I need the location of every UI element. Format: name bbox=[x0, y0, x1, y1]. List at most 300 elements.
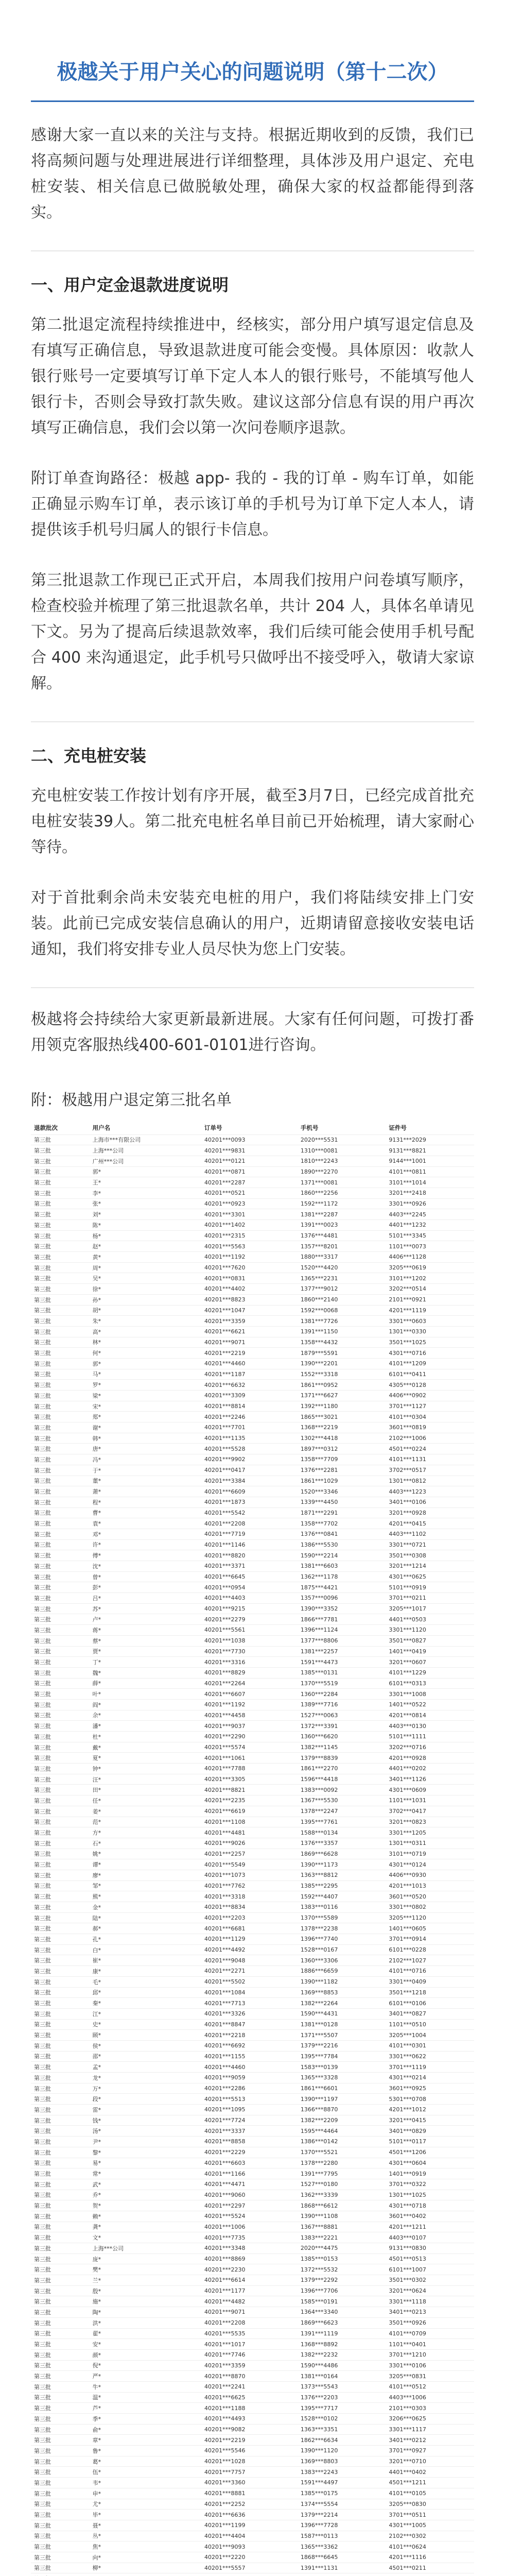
table-cell: 第三批 bbox=[34, 1851, 51, 1858]
table-cell: 40201***1146 bbox=[204, 1541, 246, 1548]
table-row bbox=[31, 2435, 474, 2446]
table-cell: 3501***0302 bbox=[389, 2277, 426, 2284]
table-cell: 1810***2243 bbox=[300, 1158, 338, 1165]
table-cell: 1585***0191 bbox=[300, 2298, 338, 2305]
table-cell: 4101***0512 bbox=[389, 2383, 426, 2391]
table-row bbox=[31, 1817, 474, 1827]
table-cell: 第三批 bbox=[34, 1307, 51, 1314]
table-cell: 40201***3371 bbox=[204, 1563, 246, 1570]
table-row bbox=[31, 2200, 474, 2211]
table-cell: 第三批 bbox=[34, 2074, 51, 2081]
table-cell: 1301***0812 bbox=[389, 1477, 426, 1484]
table-cell: 40201***4460 bbox=[204, 2063, 246, 2071]
table-cell: 李* bbox=[92, 1190, 101, 1197]
table-cell: 40201***7735 bbox=[204, 2234, 246, 2241]
table-cell: 沈* bbox=[92, 1563, 101, 1570]
table-cell: 第三批 bbox=[34, 2330, 51, 2337]
table-cell bbox=[386, 2573, 474, 2576]
table-row bbox=[31, 2137, 474, 2147]
table-cell: 40201***9026 bbox=[204, 1840, 246, 1847]
table-cell: 3201***0710 bbox=[389, 2458, 426, 2465]
table-cell: 4406***1128 bbox=[389, 1253, 426, 1261]
table-cell: 1367***5530 bbox=[300, 1797, 338, 1804]
table-cell: 40201***1192 bbox=[204, 1253, 246, 1261]
table-cell: 1386***0142 bbox=[300, 2138, 338, 2145]
table-cell: 4501***0224 bbox=[389, 1445, 426, 1452]
table-cell: 40201***4471 bbox=[204, 2181, 246, 2188]
table-cell: 1365***2231 bbox=[300, 1275, 338, 1282]
table-cell: 40201***7719 bbox=[204, 1531, 246, 1538]
table-cell: 1364***3340 bbox=[300, 2309, 338, 2316]
table-row bbox=[31, 1273, 474, 1284]
table-cell: 2020***5531 bbox=[300, 1136, 338, 1143]
table-cell: 1101***0401 bbox=[389, 2341, 426, 2348]
table-cell: 40201***2297 bbox=[204, 2202, 246, 2209]
table-cell: 焦* bbox=[92, 2544, 101, 2551]
table-cell: 第三批 bbox=[34, 1787, 51, 1794]
table-cell: 第三批 bbox=[34, 1563, 51, 1570]
table-cell: 1520***3346 bbox=[300, 1488, 338, 1495]
table-cell: 第三批 bbox=[34, 2128, 51, 2135]
table-cell: 40201***7724 bbox=[204, 2117, 246, 2124]
table-cell: 40201***5528 bbox=[204, 1445, 246, 1452]
table-cell: 1376***4481 bbox=[300, 1232, 338, 1240]
table-cell: 40201***4492 bbox=[204, 1946, 246, 1954]
table-cell: 1363***3351 bbox=[300, 2426, 338, 2433]
table-row bbox=[31, 1337, 474, 1348]
table-cell: 1376***2281 bbox=[300, 1467, 338, 1474]
table-cell: 上海***公司 bbox=[92, 2245, 124, 2252]
table-cell: 第三批 bbox=[34, 1392, 51, 1399]
table-cell: 第三批 bbox=[34, 2383, 51, 2391]
table-cell: 韩* bbox=[92, 1435, 101, 1442]
table-cell: 第三批 bbox=[34, 1797, 51, 1804]
table-cell: 第三批 bbox=[34, 2149, 51, 2156]
table-cell: 1880***3317 bbox=[300, 1253, 338, 1261]
table-cell: 4101***0716 bbox=[389, 1968, 426, 1975]
table-row bbox=[31, 2105, 474, 2115]
table-cell: 曹* bbox=[92, 1510, 101, 1517]
table-row bbox=[31, 1241, 474, 1252]
table-cell: 田* bbox=[92, 1787, 101, 1794]
table-cell: 陈* bbox=[92, 1222, 101, 1229]
table-cell: 第三批 bbox=[34, 2287, 51, 2295]
table-cell: 1357***8201 bbox=[300, 1243, 338, 1250]
table-row bbox=[31, 2008, 474, 2019]
table-cell: 40201***7788 bbox=[204, 1765, 246, 1772]
table-cell: 牛* bbox=[92, 2383, 101, 2391]
table-row bbox=[31, 1742, 474, 1753]
table-cell: 40201***9215 bbox=[204, 1605, 246, 1613]
table-cell: 林* bbox=[92, 1339, 101, 1346]
table-row bbox=[31, 2499, 474, 2510]
table-cell: 鲁* bbox=[92, 2447, 101, 2454]
table-cell: 第三批 bbox=[34, 1755, 51, 1762]
table-cell: 3201***0624 bbox=[389, 2287, 426, 2295]
section-2-title: 二、充电桩安装 bbox=[31, 746, 147, 766]
table-cell: 第三批 bbox=[34, 1222, 51, 1229]
table-cell: 1371***6627 bbox=[300, 1392, 338, 1399]
table-cell: 曾* bbox=[92, 1573, 101, 1581]
table-cell: 4501***1206 bbox=[389, 2149, 426, 2156]
table-cell: 第三批 bbox=[34, 2426, 51, 2433]
table-cell: 40201***0121 bbox=[204, 1158, 246, 1165]
table-cell: 1401***0605 bbox=[389, 1925, 426, 1932]
table-cell: 杜* bbox=[92, 1733, 101, 1740]
table-cell: 40201***0417 bbox=[204, 1467, 246, 1474]
table-cell: 6101***0411 bbox=[389, 1370, 426, 1378]
table-cell: 黄* bbox=[92, 1253, 101, 1261]
table-cell: 3701***1119 bbox=[389, 2063, 426, 2071]
table-cell: 吴* bbox=[92, 1275, 101, 1282]
article-title: 极越关于用户关心的问题说明（第十二次） bbox=[57, 60, 448, 84]
table-cell: 第三批 bbox=[34, 1872, 51, 1879]
table-cell: 4403***1006 bbox=[389, 2394, 426, 2401]
section-2-paragraph-1: 充电桩安装工作按计划有序开展，截至3月7日，已经完成首批充电桩安装39人。第二批充电桩名单目前已开始梳理，请大家耐心等待。 bbox=[31, 787, 474, 856]
table-cell: 6101***1007 bbox=[389, 2266, 426, 2273]
table-row bbox=[31, 1721, 474, 1732]
table-cell: 1390***1197 bbox=[300, 2095, 338, 2103]
table-cell: 40201***1095 bbox=[204, 2106, 246, 2113]
table-cell: 1366***8870 bbox=[300, 2106, 338, 2113]
table-cell: 1395***7784 bbox=[300, 2053, 338, 2060]
table-cell: 1590***2214 bbox=[300, 1552, 338, 1559]
table-cell: 第三批 bbox=[34, 2096, 51, 2103]
table-cell: 1528***0102 bbox=[300, 2415, 338, 2422]
table-row bbox=[31, 2019, 474, 2030]
table-cell: 1385***0175 bbox=[300, 2490, 338, 2497]
table-cell: 1381***6603 bbox=[300, 1563, 338, 1570]
table-row bbox=[31, 1753, 474, 1764]
table-row bbox=[31, 1134, 474, 1145]
table-cell: 40201***5574 bbox=[204, 1744, 246, 1751]
table-cell: 1378***2247 bbox=[300, 1808, 338, 1815]
table-cell: 俞* bbox=[92, 2426, 101, 2433]
table-cell: 5101***0117 bbox=[389, 2138, 426, 2145]
table-cell: 申* bbox=[92, 2490, 101, 2497]
table-cell: 40201***1108 bbox=[204, 1818, 246, 1825]
title-underline bbox=[31, 100, 474, 102]
table-cell: 1372***5532 bbox=[300, 2266, 338, 2273]
table-cell: 40201***9071 bbox=[204, 2309, 246, 2316]
table-cell: 第三批 bbox=[34, 2160, 51, 2167]
table-cell: 雷* bbox=[92, 2106, 101, 2113]
table-cell: 1376***3357 bbox=[300, 1840, 338, 1847]
table-cell: 第三批 bbox=[34, 1808, 51, 1815]
table-cell: 第三批 bbox=[34, 2171, 51, 2178]
table-cell: 3205***1120 bbox=[389, 1914, 426, 1922]
table-cell: 4501***1211 bbox=[389, 2479, 426, 2486]
table-cell: 3205***0619 bbox=[389, 1264, 426, 1272]
table-cell: 1401***0919 bbox=[389, 2170, 426, 2177]
table-cell: 1381***0164 bbox=[300, 2372, 338, 2380]
table-cell: 1396***7740 bbox=[300, 1936, 338, 1943]
table-row bbox=[31, 2552, 474, 2563]
table-cell: 第三批 bbox=[34, 1840, 51, 1847]
table-cell: 蒋* bbox=[92, 1626, 101, 1634]
table-cell: 1369***8853 bbox=[300, 1989, 338, 1996]
table-cell: 9131***0830 bbox=[389, 2245, 426, 2252]
table-cell: 4201***0928 bbox=[389, 1754, 426, 1761]
table-cell: 40201***0871 bbox=[204, 1168, 246, 1175]
table-cell: 向* bbox=[92, 2554, 101, 2561]
table-cell: 1310***0081 bbox=[300, 1147, 338, 1154]
table-cell: 40201***0954 bbox=[204, 1584, 246, 1591]
table-cell: 第三批 bbox=[34, 1829, 51, 1837]
table-row bbox=[31, 2094, 474, 2105]
table-cell: 第三批 bbox=[34, 2490, 51, 2497]
table-cell: 1385***0131 bbox=[300, 1669, 338, 1676]
table-cell: 温* bbox=[92, 2394, 101, 2401]
table-cell: 40201***7713 bbox=[204, 1999, 246, 2007]
table-cell: 1596***4418 bbox=[300, 1776, 338, 1783]
table-cell: 第三批 bbox=[34, 1626, 51, 1634]
table-cell: 40201***2208 bbox=[204, 1520, 246, 1527]
table-row bbox=[31, 1827, 474, 1838]
table-row bbox=[31, 1806, 474, 1817]
table-cell: 1362***1178 bbox=[300, 1573, 338, 1581]
table-cell: 4406***0902 bbox=[389, 1392, 426, 1399]
table-cell: 40201***5549 bbox=[204, 1861, 246, 1868]
table-cell: 翟* bbox=[92, 2330, 101, 2337]
table-cell: 第三批 bbox=[34, 2256, 51, 2263]
table-cell: 第三批 bbox=[34, 1179, 51, 1187]
table-cell: 第三批 bbox=[34, 1733, 51, 1740]
table-row bbox=[31, 1518, 474, 1529]
table-cell: 叶* bbox=[92, 1691, 101, 1698]
table-cell: 1865***3021 bbox=[300, 1413, 338, 1420]
table-cell: 3702***0417 bbox=[389, 1808, 426, 1815]
table-cell: 40201***9059 bbox=[204, 2074, 246, 2081]
table-cell: 芦* bbox=[92, 2405, 101, 2412]
table-cell: 40201***5563 bbox=[204, 1243, 246, 1250]
table-cell: 第三批 bbox=[34, 2042, 51, 2049]
intro-paragraph: 感谢大家一直以来的关注与支持。根据近期收到的反馈，我们已将高频问题与处理进展进行详细整理，具体涉及用户退定、充电桩安装、相关信息已做脱敏处理，确保大家的权益都能得到落实。 bbox=[31, 126, 474, 222]
table-cell: 第三批 bbox=[34, 2021, 51, 2028]
table-cell: 1590***4486 bbox=[300, 2362, 338, 2369]
table-cell: 3501***1025 bbox=[389, 1338, 426, 1346]
table-cell: 40201***3360 bbox=[204, 2479, 246, 2486]
table-cell: 9144***1001 bbox=[389, 1158, 426, 1165]
table-cell: 40201***7730 bbox=[204, 1648, 246, 1655]
table-cell: 40201***6609 bbox=[204, 1488, 246, 1495]
table-cell: 1869***6623 bbox=[300, 2319, 338, 2327]
table-cell: 40201***6645 bbox=[204, 1573, 246, 1581]
table-cell: 40201***8821 bbox=[204, 1786, 246, 1793]
table-row bbox=[31, 1689, 474, 1700]
table-row bbox=[31, 1145, 474, 1156]
table-cell: 第三批 bbox=[34, 1275, 51, 1282]
table-cell: 颜* bbox=[92, 2351, 101, 2359]
table-cell: 40201***2271 bbox=[204, 1968, 246, 1975]
table-row bbox=[31, 1465, 474, 1476]
table-cell: 易* bbox=[92, 2160, 101, 2167]
table-cell: 4201***1013 bbox=[389, 1882, 426, 1889]
table-cell: 1897***0312 bbox=[300, 1445, 338, 1452]
table-cell: 第三批 bbox=[34, 1339, 51, 1346]
table-cell: 第三批 bbox=[34, 2501, 51, 2508]
table-cell: 1358***7709 bbox=[300, 1456, 338, 1463]
table-cell: 3301***0409 bbox=[389, 1978, 426, 1986]
table-cell: 4403***0130 bbox=[389, 1722, 426, 1730]
table-cell: 庞* bbox=[92, 2256, 101, 2263]
table-row bbox=[31, 1391, 474, 1401]
table-cell: 1591***4473 bbox=[300, 1658, 338, 1666]
table-cell: 第三批 bbox=[34, 2202, 51, 2210]
table-cell bbox=[298, 2573, 386, 2576]
table-cell: 赖* bbox=[92, 2213, 101, 2220]
table-row bbox=[31, 2456, 474, 2467]
table-cell: 第三批 bbox=[34, 1669, 51, 1676]
table-cell: 第三批 bbox=[34, 2522, 51, 2529]
table-cell: 3401***0106 bbox=[389, 1499, 426, 1506]
table-cell: 贺* bbox=[92, 2202, 101, 2210]
table-cell: 第三批 bbox=[34, 1712, 51, 1719]
table-cell: 郑* bbox=[92, 1414, 101, 1421]
table-cell: 4301***0625 bbox=[389, 1573, 426, 1581]
table-cell: 第三批 bbox=[34, 2512, 51, 2519]
section-divider bbox=[31, 721, 474, 722]
table-cell: 40201***3316 bbox=[204, 1658, 246, 1666]
table-cell: 1376***2203 bbox=[300, 2394, 338, 2401]
table-cell: 贾* bbox=[92, 1648, 101, 1655]
table-cell: 1591***4497 bbox=[300, 2479, 338, 2486]
table-row bbox=[31, 1284, 474, 1295]
table-cell: 1395***7761 bbox=[300, 1818, 338, 1825]
table-row bbox=[31, 2307, 474, 2318]
table-cell: 钱* bbox=[92, 2117, 101, 2124]
table-cell: 1392***1180 bbox=[300, 1403, 338, 1410]
table-cell: 40201***3309 bbox=[204, 1392, 246, 1399]
table-cell bbox=[90, 2573, 201, 2576]
table-cell: 第三批 bbox=[34, 2351, 51, 2359]
table-row bbox=[31, 1454, 474, 1465]
table-cell: 上海市***有限公司 bbox=[92, 1137, 141, 1144]
table-row bbox=[31, 1859, 474, 1870]
table-cell: 6101***0228 bbox=[389, 1946, 426, 1954]
table-cell: 4101***1131 bbox=[389, 1456, 426, 1463]
table-cell: 萧* bbox=[92, 1488, 101, 1496]
table-cell: 40201***6621 bbox=[204, 1328, 246, 1335]
table-cell: 4501***0211 bbox=[389, 2564, 426, 2571]
table-cell: 第三批 bbox=[34, 1147, 51, 1155]
table-cell: 40201***0831 bbox=[204, 1275, 246, 1282]
table-cell: 1378***2238 bbox=[300, 1925, 338, 1932]
table-cell: 1382***2232 bbox=[300, 2351, 338, 2359]
table-row bbox=[31, 1188, 474, 1198]
table-cell: 第三批 bbox=[34, 1701, 51, 1708]
table-cell: 40201***2290 bbox=[204, 1733, 246, 1740]
table-row bbox=[31, 1380, 474, 1391]
table-cell: 4101***0624 bbox=[389, 2543, 426, 2550]
table-row bbox=[31, 2467, 474, 2478]
header-batch: 退款批次 bbox=[34, 1124, 58, 1131]
table-cell: 1390***1108 bbox=[300, 2213, 338, 2220]
table-cell: 冯* bbox=[92, 1456, 101, 1463]
table-cell: 樊* bbox=[92, 2266, 101, 2274]
table-cell: 40201***1028 bbox=[204, 2458, 246, 2465]
table-cell: 第三批 bbox=[34, 1371, 51, 1378]
table-cell: 3501***1218 bbox=[389, 1989, 426, 1996]
table-cell: 第三批 bbox=[34, 1243, 51, 1250]
table-cell: 第三批 bbox=[34, 2106, 51, 2113]
table-cell: 1101***0510 bbox=[389, 2021, 426, 2028]
table-cell: 40201***5513 bbox=[204, 2095, 246, 2103]
table-row bbox=[31, 1230, 474, 1241]
table-cell: 1391***1119 bbox=[300, 2330, 338, 2337]
table-cell: 1363***8812 bbox=[300, 1872, 338, 1879]
table-cell: 40201***2203 bbox=[204, 1914, 246, 1922]
table-row bbox=[31, 1433, 474, 1444]
table-cell: 40201***2235 bbox=[204, 1797, 246, 1804]
header-order-no: 订单号 bbox=[204, 1124, 222, 1131]
table-cell: 姜* bbox=[92, 1808, 101, 1815]
table-cell: 谭* bbox=[92, 1861, 101, 1869]
table-cell: 施* bbox=[92, 2298, 101, 2306]
table-cell: 1520***4420 bbox=[300, 1264, 338, 1272]
table-cell: 第三批 bbox=[34, 2415, 51, 2422]
table-cell: 王* bbox=[92, 1179, 101, 1187]
table-cell: 6101***0106 bbox=[389, 1999, 426, 2007]
table-row bbox=[31, 2392, 474, 2403]
table-cell: 1365***3362 bbox=[300, 2543, 338, 2550]
table-cell: 1383***0092 bbox=[300, 1786, 338, 1793]
table-cell: 宋* bbox=[92, 1403, 101, 1410]
table-row bbox=[31, 2488, 474, 2499]
table-cell: 40201***9093 bbox=[204, 2543, 246, 2550]
table-cell: 40201***2286 bbox=[204, 2085, 246, 2092]
table-cell: 1861***1029 bbox=[300, 1477, 338, 1484]
table-cell: 40201***4458 bbox=[204, 1711, 246, 1719]
table-cell: 1401***0522 bbox=[389, 1701, 426, 1708]
table-cell: 汪* bbox=[92, 1776, 101, 1783]
table-row bbox=[31, 2040, 474, 2051]
table-cell: 第三批 bbox=[34, 1285, 51, 1293]
table-cell: 1377***9012 bbox=[300, 1285, 338, 1293]
table-cell: 1396***7706 bbox=[300, 2287, 338, 2295]
table-cell: 1396***7728 bbox=[300, 2522, 338, 2529]
table-row bbox=[31, 1476, 474, 1486]
table-cell: 1391***1131 bbox=[300, 2564, 338, 2571]
table-cell: 4301***0214 bbox=[389, 2074, 426, 2081]
table-cell: 第三批 bbox=[34, 1403, 51, 1410]
table-cell: 1379***2216 bbox=[300, 2042, 338, 2049]
table-cell: 3101***1014 bbox=[389, 1179, 426, 1186]
table-cell: 3401***1126 bbox=[389, 1776, 426, 1783]
table-cell: 3401***0213 bbox=[389, 2309, 426, 2316]
table-cell: 2101***0303 bbox=[389, 2404, 426, 2412]
section-1-paragraph-1: 第二批退定流程持续推进中，经核实，部分用户填写退定信息及有填写正确信息，导致退款进度可能会变慢。具体原因：收款人银行账号一定要填写订单下定人本人的银行账号，不能填写他人银行卡，否则会导致打款失败。建议这部分信息有误的用户再次填写正确信息，我们会以第一次问卷顺序退款。 bbox=[31, 316, 474, 437]
table-cell: 第三批 bbox=[34, 1467, 51, 1474]
table-cell: 1381***2287 bbox=[300, 1211, 338, 1218]
table-cell: 1360***6620 bbox=[300, 1733, 338, 1740]
table-cell: 第三批 bbox=[34, 2341, 51, 2348]
table-cell: 3701***1127 bbox=[389, 1403, 426, 1410]
table-cell: 1385***2295 bbox=[300, 1882, 338, 1889]
table-cell: 4201***0415 bbox=[389, 1520, 426, 1527]
table-cell: 许* bbox=[92, 1541, 101, 1549]
table-cell: 第三批 bbox=[34, 1478, 51, 1485]
table-cell: 40201***4493 bbox=[204, 2415, 246, 2422]
table-cell: 3401***0212 bbox=[389, 2436, 426, 2444]
table-row bbox=[31, 1177, 474, 1188]
table-cell: 第三批 bbox=[34, 1499, 51, 1506]
table-cell: 第三批 bbox=[34, 1446, 51, 1453]
table-row bbox=[31, 2126, 474, 2137]
table-row bbox=[31, 2285, 474, 2296]
table-cell: 4301***0604 bbox=[389, 2159, 426, 2166]
table-cell: 1868***6612 bbox=[300, 2202, 338, 2209]
